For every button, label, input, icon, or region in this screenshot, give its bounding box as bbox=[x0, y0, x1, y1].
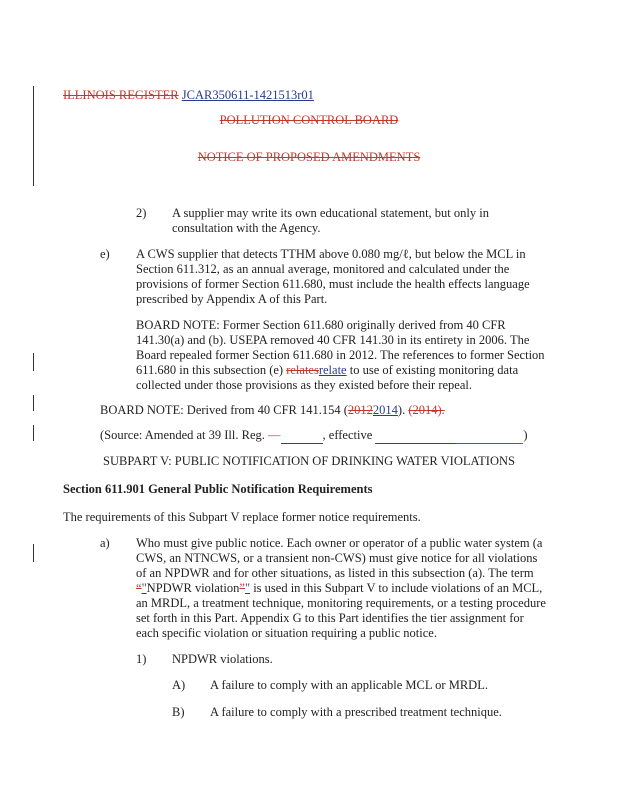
notice-title: NOTICE OF PROPOSED AMENDMENTS bbox=[197, 150, 421, 164]
item-a-line: Who must give public notice. Each owner or operator of a public water system (a bbox=[136, 536, 543, 550]
change-bar bbox=[33, 86, 34, 186]
item-a-letter: a) bbox=[100, 536, 110, 550]
board-note-main: BOARD NOTE: Derived from 40 CFR 141.154 (20122014). (2014). bbox=[100, 403, 445, 417]
struck-text: “ bbox=[136, 581, 142, 595]
item-A-text: A failure to comply with an applicable MCL or MRDL. bbox=[210, 678, 488, 692]
item-B-text: A failure to comply with a prescribed treatment technique. bbox=[210, 705, 502, 719]
item-a-line: set forth in this Part. Appendix G to this Part identifies the tier assignment for bbox=[136, 611, 524, 625]
item-a-line: of an NPDWR and for other situations, as listed in this subsection (a). The term bbox=[136, 566, 534, 580]
section-heading: Section 611.901 General Public Notification Requirements bbox=[63, 482, 373, 496]
item-a-line: “"NPDWR violation”" is used in this Subpart V to include violations of an MCL, bbox=[136, 581, 543, 595]
struck-text: ” bbox=[239, 581, 245, 595]
struck-text: 2012 bbox=[347, 403, 373, 417]
item-e-line: prescribed by Appendix A of this Part. bbox=[136, 292, 328, 306]
item-e-line: Section 611.312, as an annual average, monitored and calculated under the bbox=[136, 262, 510, 276]
source-line: (Source: Amended at 39 Ill. Reg. — , effective ) bbox=[100, 428, 528, 442]
jcar-id: JCAR350611-1421513r01 bbox=[181, 88, 314, 102]
change-bar bbox=[33, 395, 34, 411]
change-bar bbox=[33, 544, 34, 562]
register-struck: ILLINOIS REGISTER bbox=[63, 88, 179, 102]
item-e-letter: e) bbox=[100, 247, 110, 261]
header-line bbox=[63, 88, 314, 103]
board-note-e-line: 141.30(a) and (b). USEPA removed 40 CFR 141.30 in its entirety in 2006. The bbox=[136, 333, 530, 347]
item-B-letter: B) bbox=[172, 705, 185, 719]
item-a1-number: 1) bbox=[136, 652, 147, 666]
item-e-line: A CWS supplier that detects TTHM above 0.080 mg/ℓ, but below the MCL in bbox=[136, 247, 526, 261]
change-bar bbox=[33, 425, 34, 441]
subpart-heading: SUBPART V: PUBLIC NOTIFICATION OF DRINKING WATER VIOLATIONS bbox=[103, 454, 515, 468]
struck-text: (2014). bbox=[408, 403, 445, 417]
board-note-e-line: collected under those provisions as they existed before their repeal. bbox=[136, 378, 472, 392]
item-a1-text: NPDWR violations. bbox=[172, 652, 273, 666]
item-e-line: provisions of former Section 611.680, must include the health effects language bbox=[136, 277, 530, 291]
board-title: POLLUTION CONTROL BOARD bbox=[219, 113, 399, 127]
inserted-text: " bbox=[141, 581, 147, 595]
item-2-line: A supplier may write its own educational statement, but only in bbox=[172, 206, 489, 220]
board-note-e-line: BOARD NOTE: Former Section 611.680 originally derived from 40 CFR bbox=[136, 318, 506, 332]
item-a-line: each specific violation or situation requiring a public notice. bbox=[136, 626, 437, 640]
struck-text: relates bbox=[286, 363, 319, 377]
item-A-letter: A) bbox=[172, 678, 186, 692]
struck-dash: — bbox=[268, 428, 281, 442]
inserted-text: relate bbox=[318, 363, 347, 377]
item-2-line: consultation with the Agency. bbox=[172, 221, 321, 235]
item-a-line: an MRDL, a treatment technique, monitoring requirements, or a testing procedure bbox=[136, 596, 546, 610]
item-a-line: CWS, an NTNCWS, or a transient non-CWS) must give notice for all violations bbox=[136, 551, 538, 565]
board-note-e-line: Board repealed former Section 611.680 in 2012. The references to former Section bbox=[136, 348, 545, 362]
inserted-text: " bbox=[244, 581, 251, 595]
item-2-number: 2) bbox=[136, 206, 147, 220]
intro-text: The requirements of this Subpart V replace former notice requirements. bbox=[63, 510, 421, 524]
board-note-e-line: 611.680 in this subsection (e) relatesrelate to use of existing monitoring data bbox=[136, 363, 519, 377]
inserted-text: 2014 bbox=[372, 403, 398, 417]
change-bar bbox=[33, 353, 34, 371]
